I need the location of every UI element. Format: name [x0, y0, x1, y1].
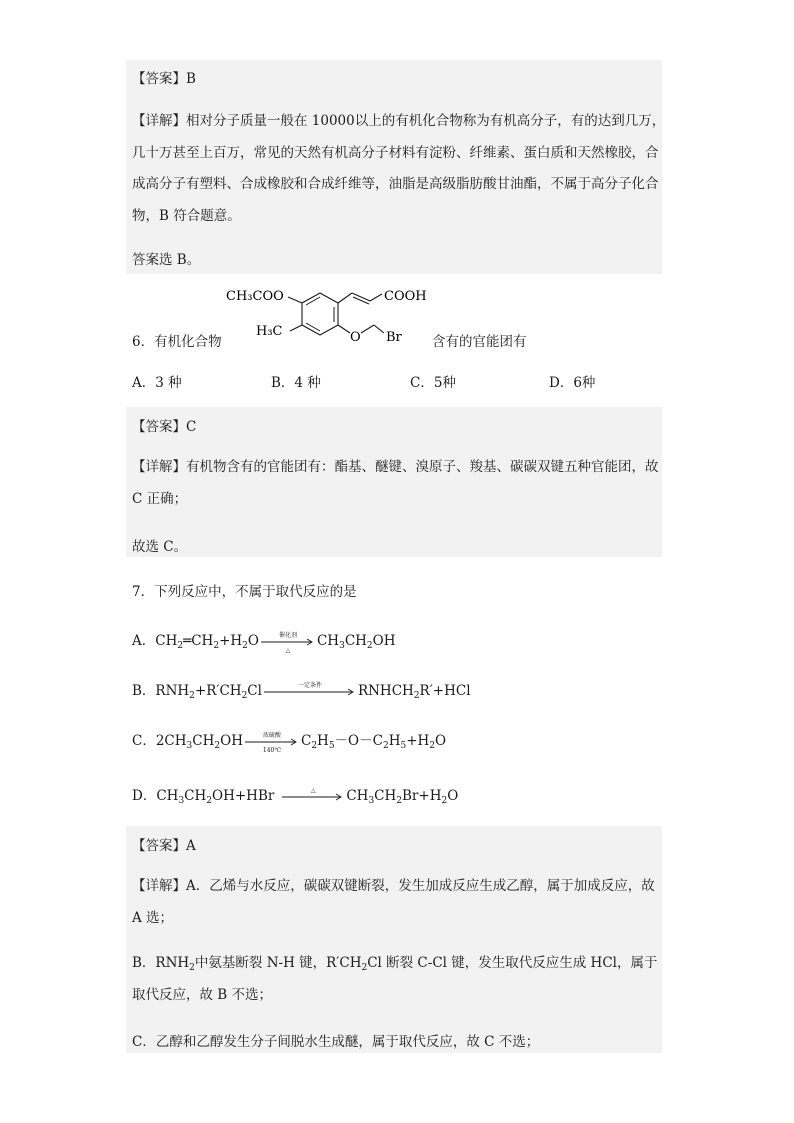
q7-answer-block — [126, 826, 662, 1053]
q7-detail-b: B．$RNH_2$中氨基断裂 N-H 键，$R'CH_2Cl$ 断裂 C-Cl 键，发生取代反应生成 HCl，属于取代反应，故 B 不选； — [132, 955, 658, 1003]
reaction-a-cond-bot: △ — [285, 646, 291, 654]
bond-vinyl-2b — [353, 297, 369, 304]
q6-option-b: B．4 种 — [271, 375, 321, 391]
ring-double-bond — [306, 323, 320, 331]
bond-acetoxy — [288, 297, 302, 303]
q7-reaction-a: A．$CH_2═CH_2+H_2O$ 催化剂 △ $CH_3CH_2OH$ — [132, 631, 396, 654]
q5-detail — [132, 106, 668, 232]
reaction-d-label: D． — [132, 788, 157, 804]
q6-stem-suffix: 含有的官能团有 — [432, 334, 527, 350]
reaction-d-cond-top: △ — [311, 786, 316, 794]
group-ether-o: O — [350, 330, 361, 345]
ring-double-bond — [306, 297, 320, 305]
bond-vinyl-1 — [338, 293, 352, 303]
bond-vinyl-2 — [352, 293, 370, 301]
q7-detail-b-mid1: 中氨基断裂 N-H 键，R′CH — [194, 955, 362, 971]
q6-option-a: A．3 种 — [132, 375, 182, 391]
q6-detail-label: 【详解】 — [132, 459, 186, 475]
group-bromo: Br — [386, 330, 402, 345]
group-carboxyl: COOH — [384, 289, 427, 304]
reaction-a-cond-top: 催化剂 — [278, 631, 297, 639]
q6-detail-text: 有机物含有的官能团有：酯基、醚键、溴原子、羧基、碳碳双键五种官能团，故 C 正确； — [132, 459, 659, 507]
q7-answer: 【答案】A — [132, 838, 196, 854]
reaction-a-arrow — [261, 631, 315, 654]
bond-ch2 — [361, 325, 374, 333]
reaction-b-cond-top: 一定条件 — [297, 681, 322, 689]
bond-vinyl-3 — [370, 294, 382, 301]
q6-conclusion: 故选 C。 — [132, 539, 188, 555]
reaction-c-arrow — [245, 731, 299, 754]
bond-br — [374, 325, 384, 333]
q7-detail-b-prefix: B．RNH — [132, 955, 190, 971]
q7-reaction-c: C．$2CH_3CH_2OH$ 浓硫酸 140℃ $C_2H_5-O-C_2H_5+H_2O$ — [132, 731, 447, 754]
q6-answer: 【答案】C — [132, 419, 197, 435]
q5-conclusion: 答案选 B。 — [132, 252, 201, 268]
q7-detail-a-text: A．乙烯与水反应，碳碳双键断裂，发生加成反应生成乙醇，属于加成反应，故 A 选； — [132, 878, 655, 926]
q7-detail-label: 【详解】 — [132, 878, 186, 894]
bond-ether — [338, 325, 350, 333]
reaction-d-arrow — [282, 786, 344, 803]
reaction-c-label: C． — [132, 733, 156, 749]
benzene-ring — [302, 293, 338, 335]
reaction-b-arrow — [264, 681, 356, 698]
reaction-a-label: A． — [132, 633, 156, 649]
reaction-c-cond-top: 浓硫酸 — [262, 731, 281, 739]
q7-reaction-d: D．$CH_3CH_2OH+HBr$ △ $CH_3CH_2Br+H_2O$ — [132, 786, 459, 806]
q7-detail-b-mid2: Cl 断裂 C-Cl 键，发生取代反应生成 HCl，属于取代反应，故 B 不选； — [132, 955, 658, 1003]
reaction-b-label: B． — [132, 683, 156, 699]
q7-detail-c: C．乙醇和乙醇发生分子间脱水生成醚，属于取代反应，故 C 不选； — [132, 1034, 540, 1050]
q5-answer: 【答案】B — [132, 71, 196, 87]
q5-detail-label: 【详解】 — [132, 113, 186, 129]
q5-detail-text: 相对分子质量一般在 10000以上的有机化合物称为有机高分子，有的达到几万，几十万甚至上百万，常见的天然有机高分子材料有淀粉、纤维素、蛋白质和天然橡胶，合成高分子有塑料、合成橡胶和合成纤维等，油脂是高级脂肪酸甘油酯，不属于高分子化合物，B 符合题意。 — [132, 113, 666, 224]
q6-option-c: C．5种 — [410, 375, 456, 391]
q7-detail-a — [132, 871, 668, 934]
q7-reaction-b: B．$RNH_2+R'CH_2Cl$ 一定条件 $RNHCH_2R'+HCl$ — [132, 681, 471, 701]
bond-methyl — [290, 325, 302, 331]
group-acetoxy: CH₃COO — [226, 289, 284, 304]
q7-stem: 7．下列反应中，不属于取代反应的是 — [132, 584, 357, 600]
group-methyl: H₃C — [256, 324, 283, 339]
q6-molecule-structure — [224, 285, 434, 349]
reaction-c-cond-bot: 140℃ — [262, 746, 282, 754]
q6-option-d: D．6种 — [549, 375, 596, 391]
q6-detail — [132, 452, 668, 515]
q6-stem-prefix: 6．有机化合物 — [132, 334, 222, 350]
